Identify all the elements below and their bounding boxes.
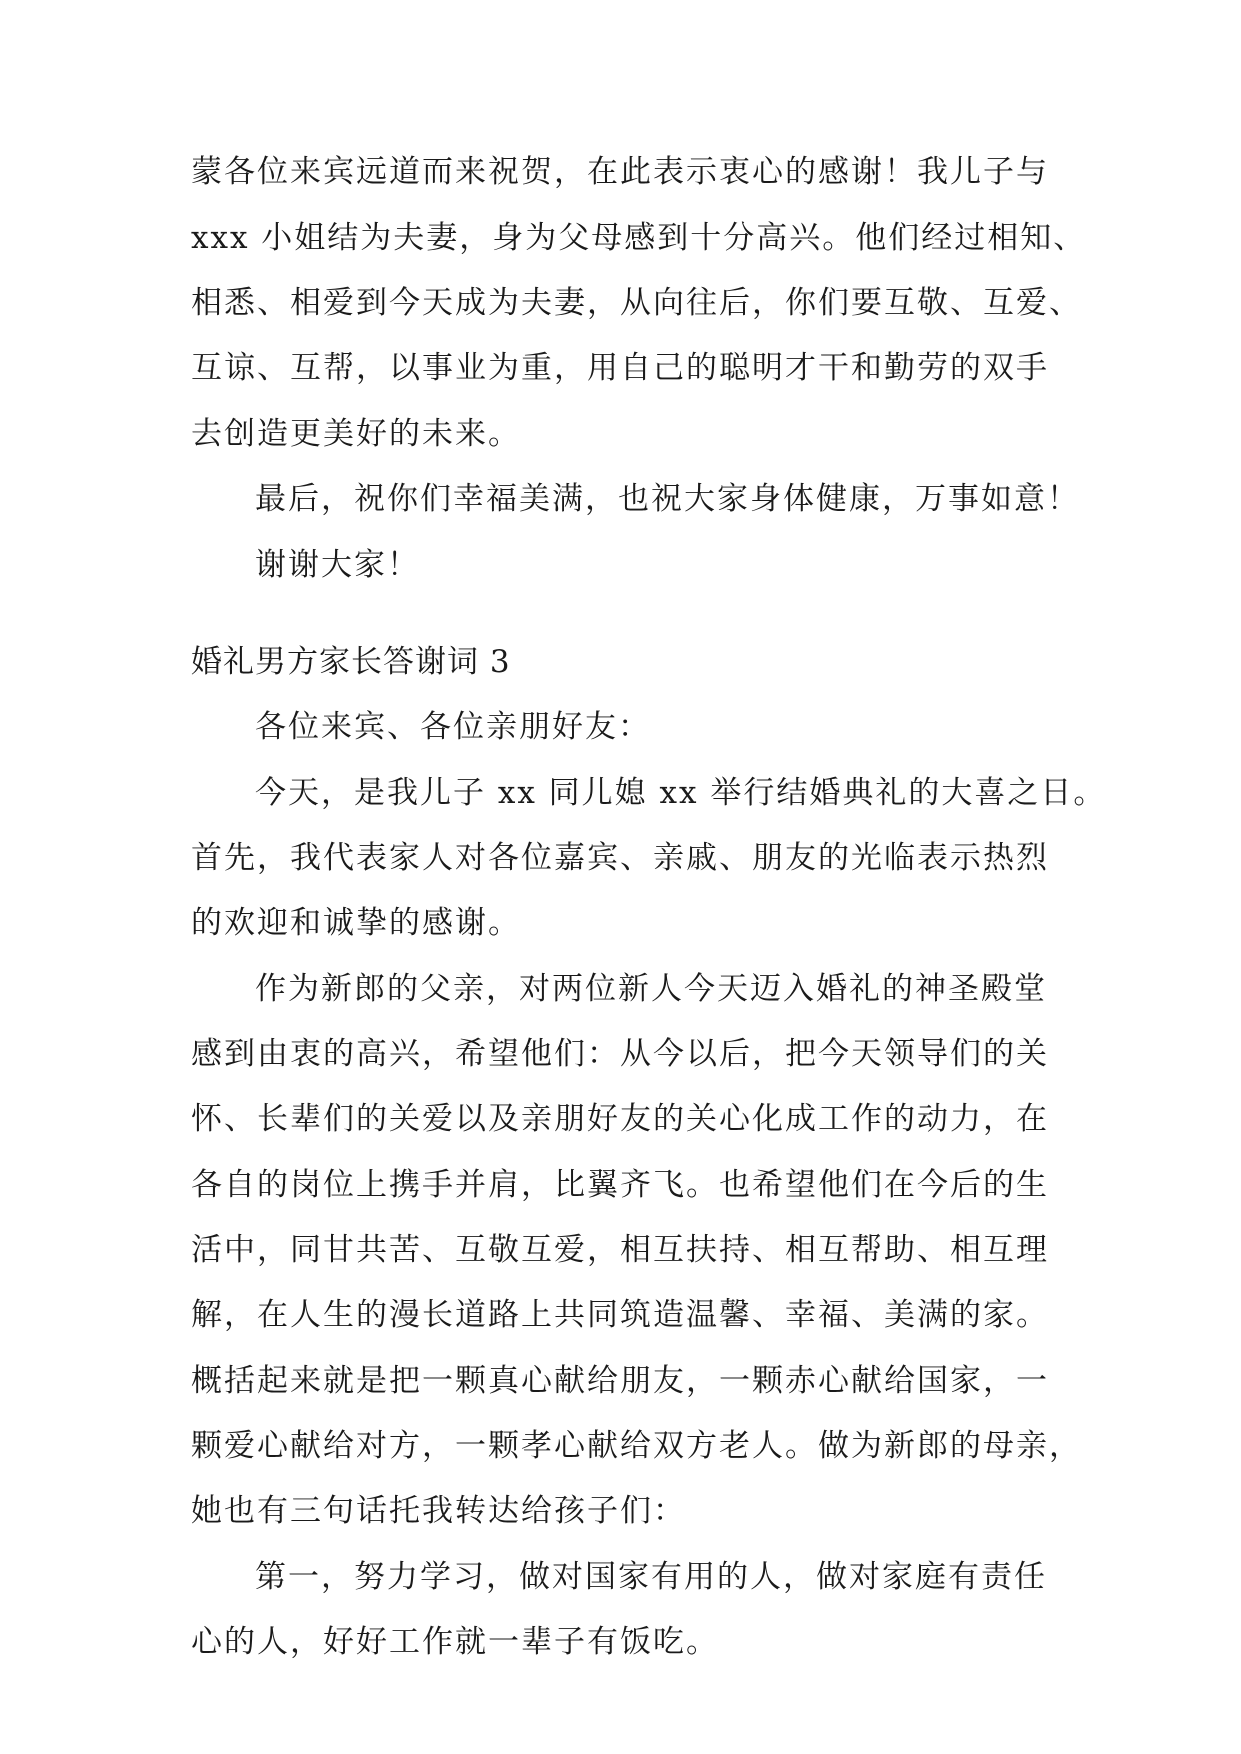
- paragraph-line: 心的人，好好工作就一辈子有饭吃。: [191, 1624, 719, 1660]
- paragraph-line: 概括起来就是把一颗真心献给朋友，一颗赤心献给国家，一: [191, 1363, 1049, 1399]
- section-heading: 婚礼男方家长答谢词 3: [191, 644, 511, 680]
- paragraph-line: 去创造更美好的未来。: [191, 416, 521, 452]
- paragraph-line: 的欢迎和诚挚的感谢。: [191, 905, 521, 941]
- paragraph-line: 互谅、互帮，以事业为重，用自己的聪明才干和勤劳的双手: [191, 350, 1049, 386]
- paragraph-line: xxx 小姐结为夫妻，身为父母感到十分高兴。他们经过相知、: [191, 220, 1087, 256]
- paragraph-line: 解，在人生的漫长道路上共同筑造温馨、幸福、美满的家。: [191, 1297, 1049, 1333]
- greeting-line: 各位来宾、各位亲朋好友：: [255, 709, 651, 745]
- paragraph-line: 首先，我代表家人对各位嘉宾、亲戚、朋友的光临表示热烈: [191, 840, 1049, 876]
- paragraph-line: 活中，同甘共苦、互敬互爱，相互扶持、相互帮助、相互理: [191, 1232, 1049, 1268]
- paragraph-line: 颗爱心献给对方，一颗孝心献给双方老人。做为新郎的母亲，: [191, 1428, 1082, 1464]
- paragraph-line: 作为新郎的父亲，对两位新人今天迈入婚礼的神圣殿堂: [255, 971, 1047, 1007]
- paragraph-line: 最后，祝你们幸福美满，也祝大家身体健康，万事如意！: [255, 481, 1080, 517]
- paragraph-line: 各自的岗位上携手并肩，比翼齐飞。也希望他们在今后的生: [191, 1167, 1049, 1203]
- paragraph-line: 第一，努力学习，做对国家有用的人，做对家庭有责任: [255, 1559, 1047, 1595]
- paragraph-line: 蒙各位来宾远道而来祝贺，在此表示衷心的感谢！我儿子与: [191, 154, 1049, 190]
- paragraph-line: 谢谢大家！: [255, 547, 420, 583]
- paragraph-line: 怀、长辈们的关爱以及亲朋好友的关心化成工作的动力，在: [191, 1101, 1049, 1137]
- paragraph-line: 相悉、相爱到今天成为夫妻，从向往后，你们要互敬、互爱、: [191, 285, 1082, 321]
- paragraph-line: 她也有三句话托我转达给孩子们：: [191, 1493, 686, 1529]
- paragraph-line: 感到由衷的高兴，希望他们：从今以后，把今天领导们的关: [191, 1036, 1049, 1072]
- paragraph-line: 今天，是我儿子 xx 同儿媳 xx 举行结婚典礼的大喜之日。: [255, 775, 1107, 811]
